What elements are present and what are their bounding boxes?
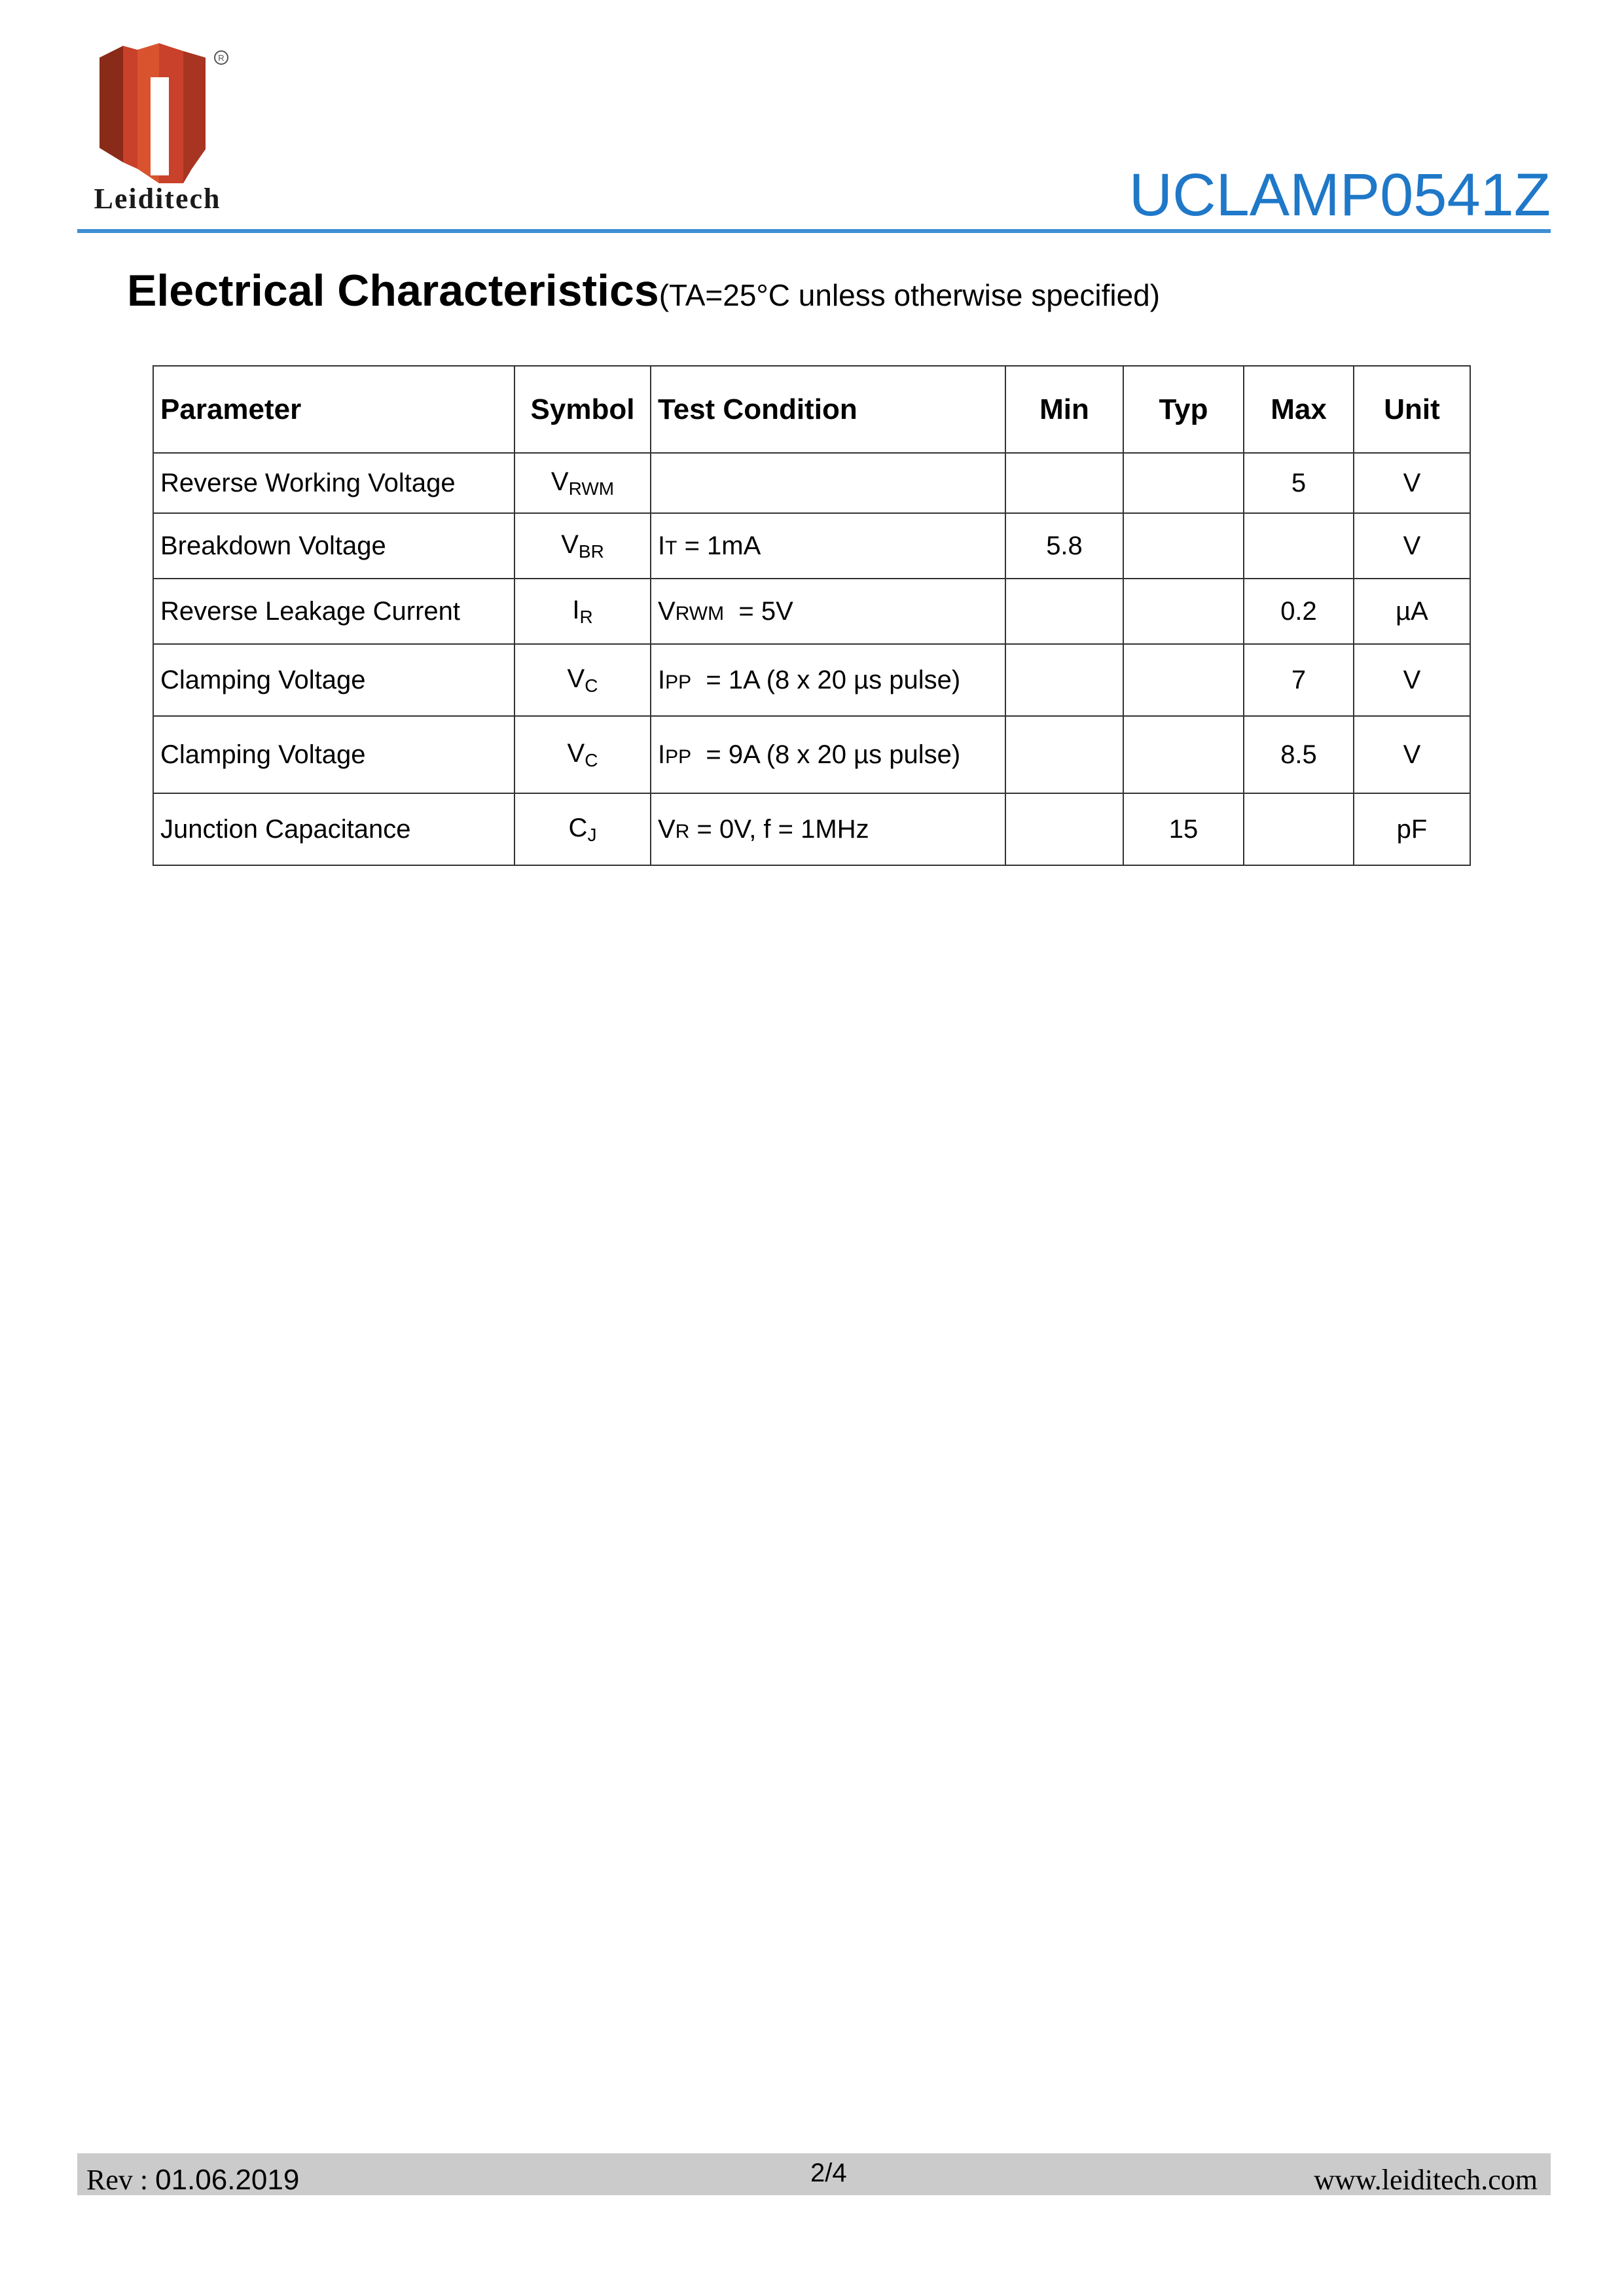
- cell-symbol: $V_{RWM}$: [514, 453, 651, 513]
- cell-parameter: Breakdown Voltage: [153, 513, 514, 579]
- cell-min: 5.8: [1005, 513, 1123, 579]
- cell-min: [1005, 793, 1123, 865]
- cell-typ: [1123, 579, 1244, 644]
- cell-symbol: $V_C$: [514, 644, 651, 716]
- header-min: Min: [1005, 366, 1123, 453]
- footer-page-number: 2/4: [810, 2159, 847, 2187]
- cell-test-condition: IT = 1mA: [651, 513, 1005, 579]
- cell-parameter: Clamping Voltage: [153, 716, 514, 793]
- table-row: [153, 716, 1470, 793]
- cell-parameter: Junction Capacitance: [153, 793, 514, 865]
- cell-max: 8.5: [1244, 716, 1354, 793]
- header-divider: [77, 229, 1551, 233]
- cell-typ: 15: [1123, 793, 1244, 865]
- cell-test-condition: IPP = 1A (8 x 20 µs pulse): [651, 644, 1005, 716]
- table-header-row: [153, 366, 1470, 453]
- cell-min: [1005, 579, 1123, 644]
- cell-unit: µA: [1354, 579, 1470, 644]
- logo-wordmark: Leiditech: [94, 183, 221, 215]
- header-typ: Typ: [1123, 366, 1244, 453]
- cell-min: [1005, 716, 1123, 793]
- section-title-condition: (TA=25°C unless otherwise specified): [659, 278, 1161, 312]
- electrical-characteristics-table: [153, 365, 1471, 866]
- cell-test-condition: VR = 0V, f = 1MHz: [651, 793, 1005, 865]
- cell-symbol: $V_{BR}$: [514, 513, 651, 579]
- cell-max: [1244, 513, 1354, 579]
- table-row: [153, 644, 1470, 716]
- cell-unit: V: [1354, 453, 1470, 513]
- table-row: [153, 453, 1470, 513]
- header-symbol: Symbol: [514, 366, 651, 453]
- table-row: [153, 793, 1470, 865]
- cell-min: [1005, 453, 1123, 513]
- cell-symbol: $V_C$: [514, 716, 651, 793]
- header-test-condition: Test Condition: [651, 366, 1005, 453]
- cell-typ: [1123, 716, 1244, 793]
- cell-max: 0.2: [1244, 579, 1354, 644]
- part-number: UCLAMP0541Z: [1128, 162, 1551, 228]
- cell-max: 5: [1244, 453, 1354, 513]
- cell-unit: V: [1354, 513, 1470, 579]
- cell-typ: [1123, 513, 1244, 579]
- cell-symbol: $C_J$: [514, 793, 651, 865]
- cell-typ: [1123, 644, 1244, 716]
- header-parameter: Parameter: [153, 366, 514, 453]
- cell-unit: V: [1354, 716, 1470, 793]
- cell-min: [1005, 644, 1123, 716]
- header-max: Max: [1244, 366, 1354, 453]
- table-row: [153, 579, 1470, 644]
- cell-unit: pF: [1354, 793, 1470, 865]
- cell-parameter: Clamping Voltage: [153, 644, 514, 716]
- cell-test-condition: VRWM = 5V: [651, 579, 1005, 644]
- footer-revision: Rev : 01.06.2019: [86, 2164, 300, 2196]
- table-row: [153, 513, 1470, 579]
- cell-typ: [1123, 453, 1244, 513]
- section-title: [127, 265, 1160, 316]
- cell-test-condition: [651, 453, 1005, 513]
- cell-unit: V: [1354, 644, 1470, 716]
- cell-max: 7: [1244, 644, 1354, 716]
- cell-parameter: Reverse Working Voltage: [153, 453, 514, 513]
- section-title-main: Electrical Characteristics: [127, 266, 659, 315]
- cell-test-condition: IPP = 9A (8 x 20 µs pulse): [651, 716, 1005, 793]
- header-unit: Unit: [1354, 366, 1470, 453]
- cell-symbol: $I_R$: [514, 579, 651, 644]
- footer-website[interactable]: www.leiditech.com: [1314, 2164, 1538, 2196]
- cell-parameter: Reverse Leakage Current: [153, 579, 514, 644]
- svg-text:R: R: [218, 53, 225, 63]
- cell-max: [1244, 793, 1354, 865]
